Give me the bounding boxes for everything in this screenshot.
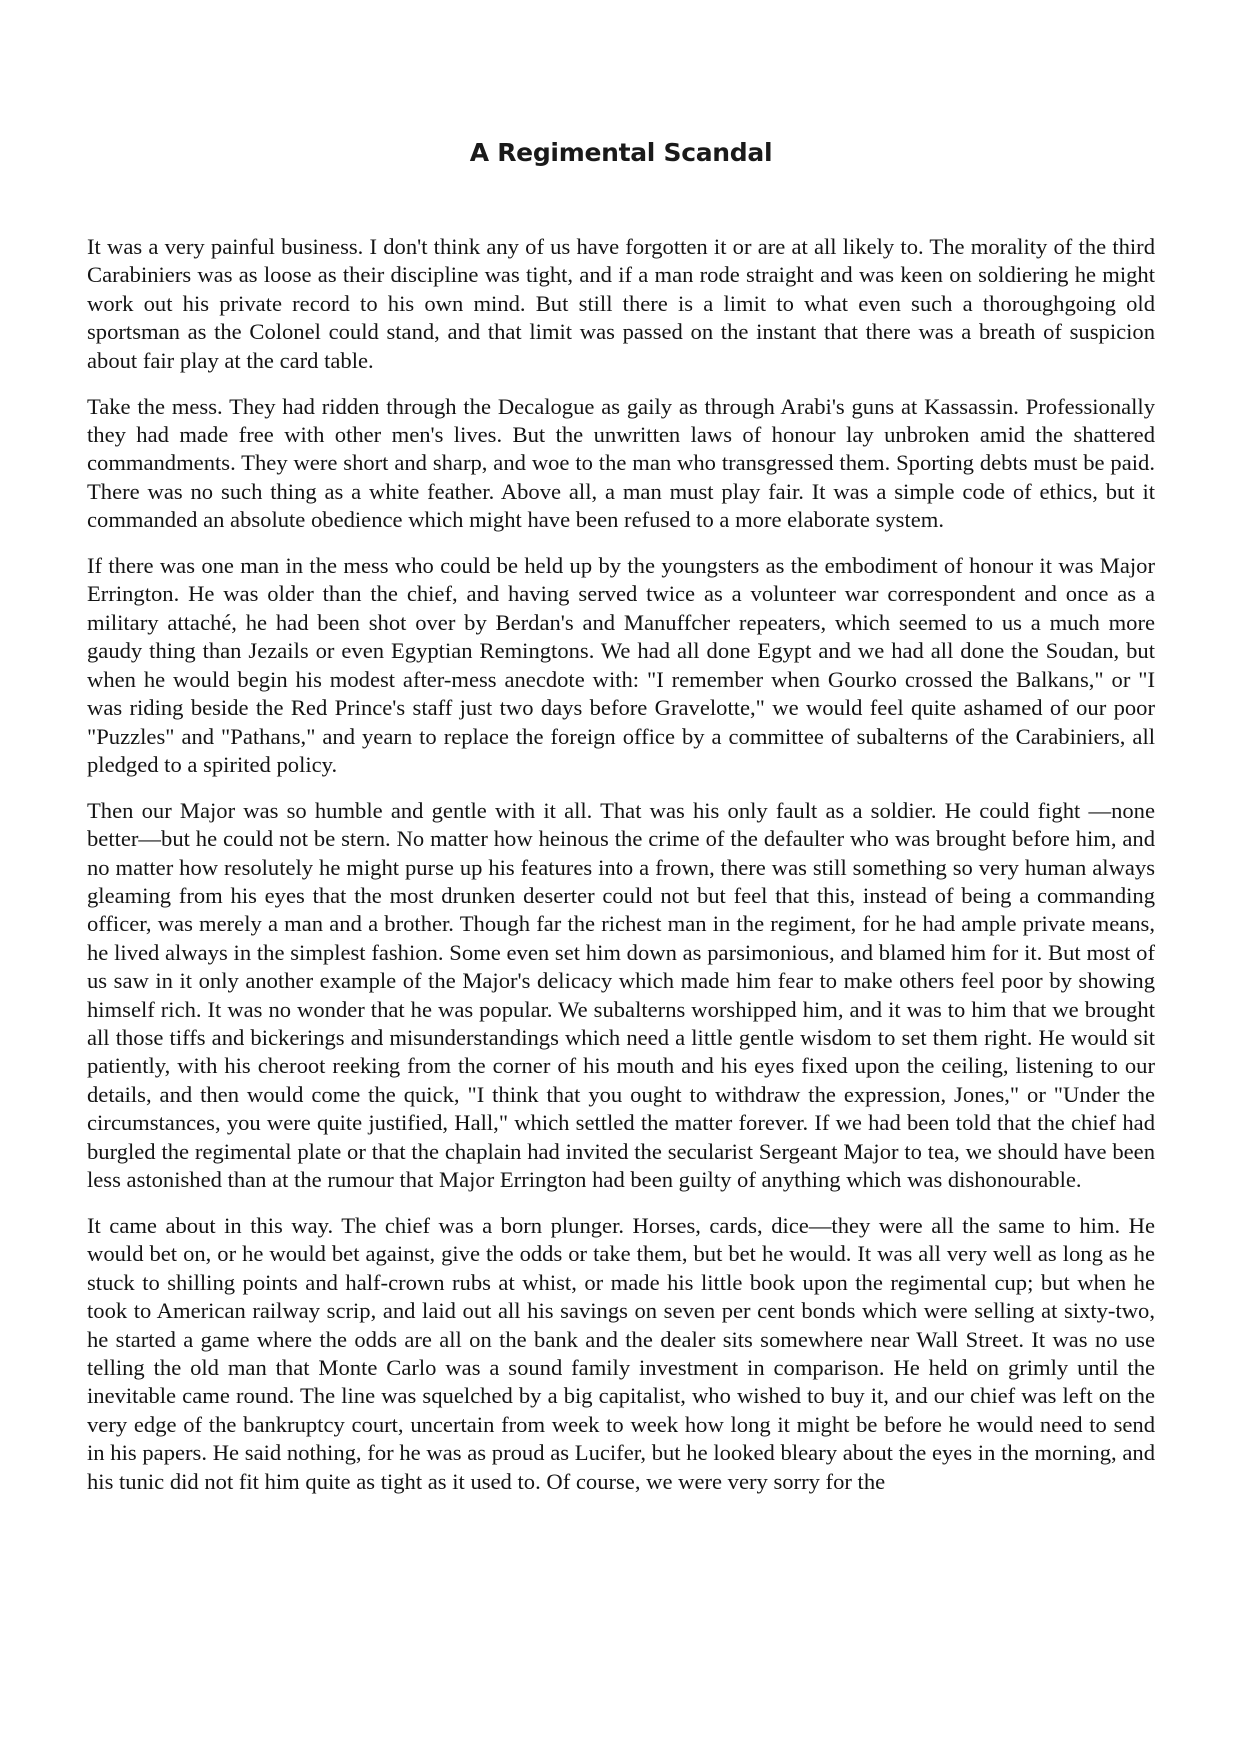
paragraph: Take the mess. They had ridden through the Decalogue as gaily as through Arabi's guns at Kassassin. Professionally they had made free with other men's lives. But the unwritten laws of honour lay unbroken amid the shattered commandments. They were short and sharp, and woe to the man who transgressed them. Sporting debts must be paid. There was no such thing as a white feather. Above all, a man must play fair. It was a simple code of ethics, but it commanded an absolute obedience which might have been refused to a more elaborate system. bbox=[87, 393, 1155, 533]
paragraph: If there was one man in the mess who could be held up by the youngsters as the embodiment of honour it was Major Errington. He was older than the chief, and having served twice as a volunteer war correspondent and once as a military attaché, he had been shot over by Berdan's and Manuffcher repeaters, which seemed to us a much more gaudy thing than Jezails or even Egyptian Remingtons. We had all done Egypt and we had all done the Soudan, but when he would begin his modest after-mess anecdote with: "I remember when Gourko crossed the Balkans," or "I was riding beside the Red Prince's staff just two days before Gravelotte," we would feel quite ashamed of our poor "Puzzles" and "Pathans," and yearn to replace the foreign office by a committee of subalterns of the Carabiniers, all pledged to a spirited policy. bbox=[87, 553, 1155, 777]
paragraph: Then our Major was so humble and gentle with it all. That was his only fault as a soldier. He could fight —none better—but he could not be stern. No matter how heinous the crime of the defaulter who was brought before him, and no matter how resolutely he might purse up his features into a frown, there was still something so very human always gleaming from his eyes that the most drunken deserter could not but feel that this, instead of being a commanding officer, was merely a man and a brother. Though far the richest man in the regiment, for he had ample private means, he lived always in the simplest fashion. Some even set him down as parsimonious, and blamed him for it. But most of us saw in it only another example of the Major's delicacy which made him fear to make others feel poor by showing himself rich. It was no wonder that he was popular. We subalterns worshipped him, and it was to him that we brought all those tiffs and bickerings and misunderstandings which need a little gentle wisdom to set them right. He would sit patiently, with his cheroot reeking from the corner of his mouth and his eyes fixed upon the ceiling, listening to our details, and then would come the quick, "I think that you ought to withdraw the expression, Jones," or "Under the circumstances, you were quite justified, Hall," which settled the matter forever. If we had been told that the chief had burgled the regimental plate or that the chaplain had invited the secularist Sergeant Major to tea, we should have been less astonished than at the rumour that Major Errington had been guilty of anything which was dishonourable. bbox=[87, 797, 1155, 1193]
page-title: A Regimental Scandal bbox=[469, 138, 773, 167]
paragraph: It was a very painful business. I don't think any of us have forgotten it or are at all likely to. The morality of the third Carabiniers was as loose as their discipline was tight, and if a man rode straight and was keen on soldiering he might work out his private record to his own mind. But still there is a limit to what even such a thoroughgoing old sportsman as the Colonel could stand, and that limit was passed on the instant that there was a breath of suspicion about fair play at the card table. bbox=[87, 234, 1155, 373]
paragraph: It came about in this way. The chief was a born plunger. Horses, cards, dice—they were all the same to him. He would bet on, or he would bet against, give the odds or take them, but bet he would. It was all very well as long as he stuck to shilling points and half-crown rubs at whist, or made his little book upon the regimental cup; but when he took to American railway scrip, and laid out all his savings on seven per cent bonds which were selling at sixty-two, he started a game where the odds are all on the bank and the dealer sits somewhere near Wall Street. It was no use telling the old man that Monte Carlo was a sound family investment in comparison. He held on grimly until the inevitable came round. The line was squelched by a big capitalist, who wished to buy it, and our chief was left on the very edge of the bankruptcy court, uncertain from week to week how long it might be before he would need to send in his papers. He said nothing, for he was as proud as Lucifer, but he looked bleary about the eyes in the morning, and his tunic did not fit him quite as tight as it used to. Of course, we were very sorry for the bbox=[87, 1213, 1155, 1494]
story-body bbox=[87, 233, 1155, 1514]
